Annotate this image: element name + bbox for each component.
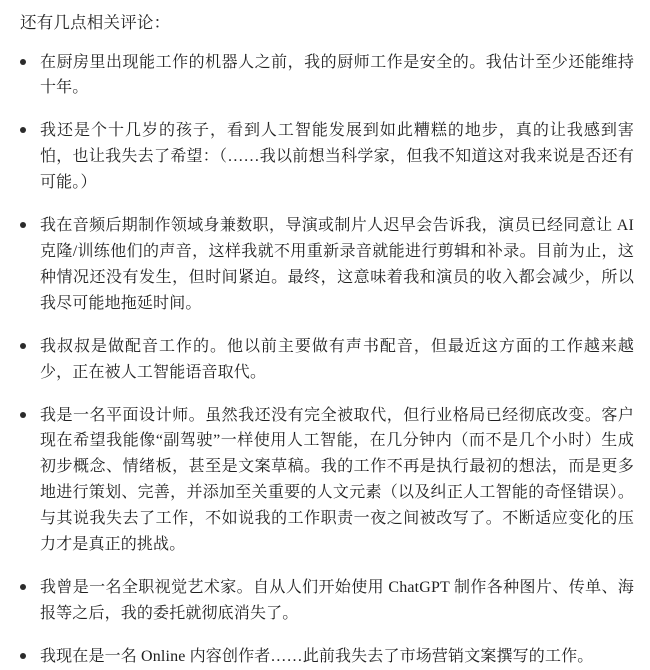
comment-text: 我在音频后期制作领域身兼数职，导演或制片人迟早会告诉我，演员已经同意让 AI 克隆/训练他们的声音，这样我就不用重新录音就能进行剪辑和补录。目前为止，这种情况还没有发生，但时间紧迫。最终，这意味着我和演员的收入都会减少，所以我尽可能地拖延时间。 [40,217,634,312]
list-item [16,644,634,670]
bullet-icon [20,222,26,228]
bullet-icon [20,412,26,418]
comments-list [16,50,634,670]
comment-text: 我曾是一名全职视觉艺术家。自从人们开始使用 ChatGPT 制作各种图片、传单、海报等之后，我的委托就彻底消失了。 [40,578,634,622]
comment-text: 我叔叔是做配音工作的。他以前主要做有声书配音，但最近这方面的工作越来越少，正在被人工智能语音取代。 [40,337,634,381]
bullet-icon [20,127,26,133]
comment-text: 我是一名平面设计师。虽然我还没有完全被取代，但行业格局已经彻底改变。客户现在希望我能像“副驾驶”一样使用人工智能，在几分钟内（而不是几个小时）生成初步概念、情绪板，甚至是文案草稿。我的工作不再是执行最初的想法，而是更多地进行策划、完善，并添加至关重要的人文元素（以及纠正人工智能的奇怪错误）。与其说我失去了工作，不如说我的工作职责一夜之间被改写了。不断适应变化的压力才是真正的挑战。 [40,406,634,554]
bullet-icon [20,343,26,349]
page-intro-text: 还有几点相关评论： [20,13,171,32]
list-item [16,50,634,102]
comment-text: 在厨房里出现能工作的机器人之前，我的厨师工作是安全的。我估计至少还能维持十年。 [40,53,634,97]
list-item [16,403,634,558]
comment-text: 我现在是一名 Online 内容创作者……此前我失去了市场营销文案撰写的工作。 [40,647,594,665]
bullet-icon [20,59,26,65]
bullet-icon [20,653,26,659]
list-item [16,213,634,317]
list-item [16,575,634,627]
bullet-icon [20,584,26,590]
list-item [16,334,634,386]
list-item [16,118,634,196]
comment-text: 我还是个十几岁的孩子，看到人工智能发展到如此糟糕的地步，真的让我感到害怕，也让我失去了希望：（……我以前想当科学家，但我不知道这对我来说是否还有可能。） [40,122,634,192]
